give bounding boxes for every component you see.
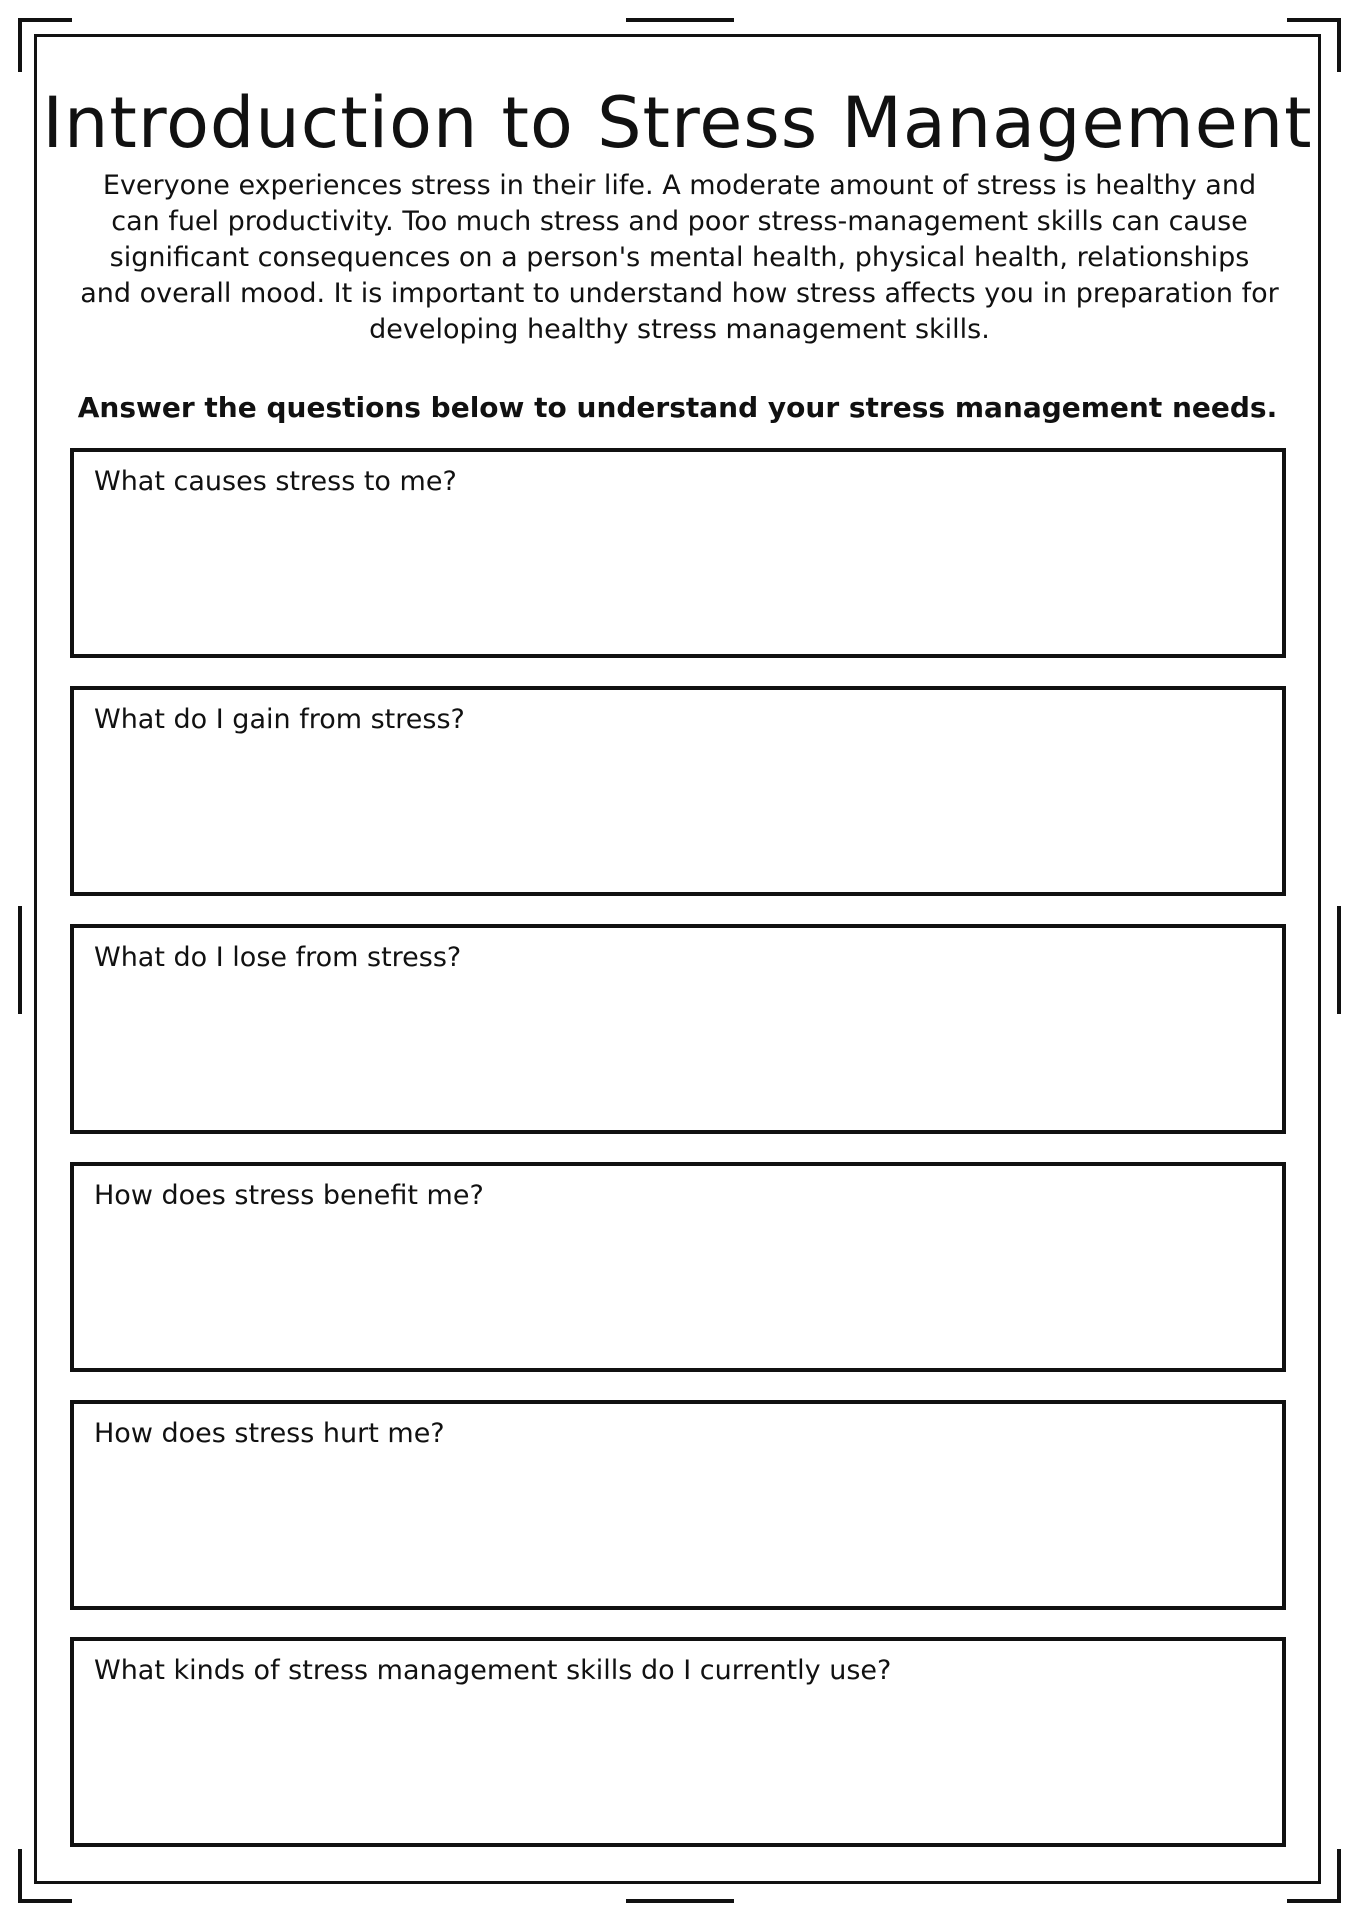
corner-bottom-left-h: [18, 1899, 72, 1903]
question-box-skills[interactable]: [70, 1637, 1286, 1847]
right-center-mark: [1337, 906, 1341, 1014]
question-box-lose[interactable]: [70, 924, 1286, 1134]
corner-top-right-v: [1337, 18, 1341, 72]
question-label: How does stress benefit me?: [94, 1180, 484, 1211]
question-box-benefit[interactable]: [70, 1162, 1286, 1372]
left-center-mark: [18, 906, 22, 1014]
intro-paragraph: Everyone experiences stress in their life. A moderate amount of stress is healthy and can fuel productivity. Too much stress and poor stress-management skills can cause significant consequences on a person's mental health, physical health, relationships and overall mood. It is important to understand how stress affects you in preparation for developing healthy stress management skills.: [80, 170, 1279, 345]
corner-top-right-h: [1287, 18, 1341, 22]
corner-top-left-h: [18, 18, 72, 22]
question-box-causes[interactable]: [70, 448, 1286, 658]
question-box-gain[interactable]: [70, 686, 1286, 896]
question-label: What kinds of stress management skills do I currently use?: [94, 1655, 892, 1686]
question-label: What causes stress to me?: [94, 466, 457, 497]
instruction-text: Answer the questions below to understand your stress management needs.: [77, 391, 1278, 424]
question-label: What do I gain from stress?: [94, 704, 465, 735]
bottom-center-mark: [626, 1899, 734, 1903]
question-label: How does stress hurt me?: [94, 1418, 445, 1449]
worksheet-title: Introduction to Stress Management: [42, 82, 1313, 164]
question-box-hurt[interactable]: [70, 1400, 1286, 1610]
corner-bottom-right-h: [1287, 1899, 1341, 1903]
corner-bottom-left-v: [18, 1849, 22, 1903]
corner-bottom-right-v: [1337, 1849, 1341, 1903]
question-label: What do I lose from stress?: [94, 942, 462, 973]
top-center-mark: [626, 18, 734, 22]
corner-top-left-v: [18, 18, 22, 72]
